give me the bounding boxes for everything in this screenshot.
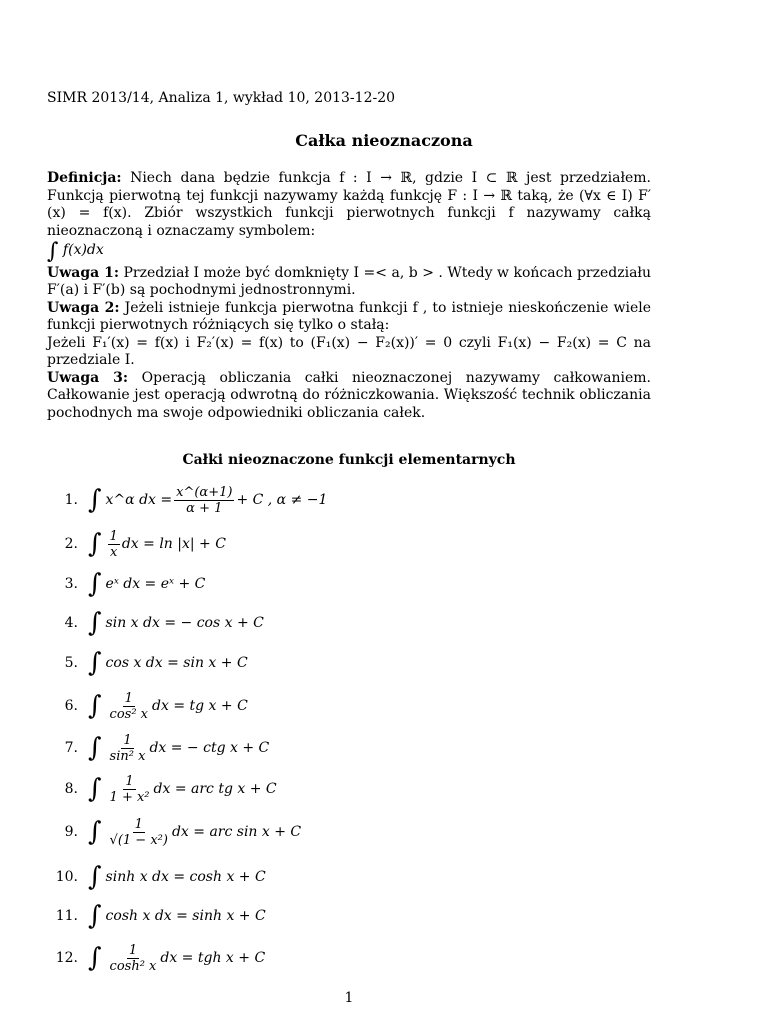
formula-number: 9.: [64, 824, 78, 840]
formula-text: cosh x dx = sinh x + C: [105, 908, 266, 924]
remark-2-text: Jeżeli istnieje funkcja pierwotna funkcji f , to istnieje nieskończenie wiele funkcji pierwotnych różniących się tylko o stałą:: [47, 299, 651, 333]
formula-result: dx = arc sin x + C: [171, 824, 302, 840]
fraction-numerator: 1: [125, 773, 134, 789]
formula-number: 6.: [64, 698, 78, 714]
fraction-numerator: 1: [134, 816, 143, 832]
formula-row: [40, 896, 266, 936]
formula-row: [40, 812, 301, 852]
intro-section: [47, 170, 651, 422]
integral-sign-icon: ∫: [88, 817, 102, 847]
integral-sign-icon: ∫: [88, 943, 102, 973]
fraction-denominator: sin² x: [109, 748, 146, 764]
formula-number: 7.: [64, 740, 78, 756]
formula-result: dx = arc tg x + C: [153, 781, 277, 797]
formula-text: sin x dx = − cos x + C: [105, 615, 264, 631]
formula-number: 4.: [64, 615, 78, 631]
formula-result: + C , α ≠ −1: [236, 492, 328, 508]
formula-number: 11.: [55, 908, 78, 924]
formula-row: [40, 686, 248, 726]
formula-text: eˣ dx = eˣ + C: [105, 576, 206, 592]
fraction-numerator: x^(α+1): [176, 484, 233, 500]
formula-text: sinh x dx = cosh x + C: [105, 869, 266, 885]
formula-row: [40, 769, 277, 809]
fraction-denominator: cosh² x: [109, 958, 157, 974]
formula-row: [40, 857, 266, 897]
formula-row: [40, 603, 264, 643]
remark-2-cont: [47, 335, 651, 370]
remark-3: [47, 370, 651, 423]
formula-fraction: [108, 733, 148, 764]
integral-sign-icon: ∫: [47, 239, 59, 264]
formula-fraction: [108, 943, 159, 974]
remark-1: [47, 265, 651, 300]
fraction-numerator: 1: [124, 690, 133, 706]
fraction-numerator: 1: [128, 942, 138, 958]
formula-row: [40, 564, 205, 604]
integral-sign-icon: ∫: [88, 901, 102, 931]
remark-2-cont-text: Jeżeli F₁′(x) = f(x) i F₂′(x) = f(x) to (F₁(x) − F₂(x))′ = 0 czyli F₁(x) − F₂(x) = C na przedziale I.: [47, 334, 651, 368]
remark-2: [47, 300, 651, 335]
page-number: 1: [344, 990, 354, 1006]
fraction-denominator: √(1 − x²): [109, 832, 168, 848]
formula-fraction: [108, 529, 120, 560]
formula-number: 3.: [64, 576, 78, 592]
remark-2-label: Uwaga 2:: [47, 299, 120, 316]
integral-sign-icon: ∫: [88, 862, 102, 892]
integral-sign-icon: ∫: [88, 648, 102, 678]
fraction-numerator: 1: [123, 732, 132, 748]
formula-number: 12.: [55, 950, 78, 966]
formula-result: dx = ln |x| + C: [121, 536, 226, 552]
integral-sign-icon: ∫: [88, 691, 102, 721]
definition-symbol-text: f(x)dx: [62, 242, 104, 258]
formula-row: [40, 643, 248, 683]
definition-text: Niech dana będzie funkcja f : I → ℝ, gdzie I ⊂ ℝ jest przedziałem. Funkcją pierwotną tej funkcji nazywamy każdą funkcję F : I → ℝ taką, że (∀x ∈ I) F′(x) = f(x). Zbiór wszystkich funkcji pierwotnych funkcji f nazywamy całką nieoznaczoną i oznaczamy symbolem:: [47, 170, 651, 239]
fraction-denominator: x: [110, 544, 118, 560]
integral-sign-icon: ∫: [88, 529, 102, 559]
formula-fraction: [174, 485, 234, 516]
definition-symbol: [47, 239, 651, 264]
remark-3-text: Operacją obliczania całki nieoznaczonej nazywamy całkowaniem. Całkowanie jest operacją odwrotną do różniczkowania. Większość technik obliczania pochodnych ma swoje odpowiedniki obliczania całek.: [47, 369, 651, 421]
definition-label: Definicja:: [47, 170, 122, 186]
formula-result: dx = tg x + C: [152, 698, 248, 714]
page-header: SIMR 2013/14, Analiza 1, wykład 10, 2013-12-20: [47, 90, 396, 106]
integral-sign-icon: ∫: [88, 485, 102, 515]
integral-sign-icon: ∫: [88, 608, 102, 638]
formula-row: [40, 728, 269, 768]
formula-fraction: [108, 817, 170, 848]
formula-number: 2.: [64, 536, 78, 552]
fraction-denominator: cos² x: [109, 706, 149, 722]
definition-paragraph: [47, 170, 651, 240]
formula-fraction: [108, 774, 152, 805]
fraction-denominator: 1 + x²: [109, 789, 150, 805]
fraction-numerator: 1: [109, 528, 118, 544]
fraction-denominator: α + 1: [186, 500, 223, 516]
formula-result: dx = − ctg x + C: [149, 740, 270, 756]
integral-sign-icon: ∫: [88, 733, 102, 763]
formula-number: 10.: [55, 869, 78, 885]
section-subtitle: Całki nieoznaczone funkcji elementarnych: [182, 452, 516, 468]
formula-fraction: [108, 691, 150, 722]
integral-sign-icon: ∫: [88, 774, 102, 804]
formula-result: dx = tgh x + C: [160, 950, 266, 966]
remark-3-label: Uwaga 3:: [47, 369, 129, 386]
formula-number: 8.: [64, 781, 78, 797]
integral-sign-icon: ∫: [88, 569, 102, 599]
formula-number: 1.: [64, 492, 78, 508]
formula-row: [40, 524, 226, 564]
formula-row: [40, 480, 327, 520]
formula-row: [40, 938, 265, 978]
remark-1-label: Uwaga 1:: [47, 264, 120, 281]
formula-text: cos x dx = sin x + C: [105, 655, 248, 671]
page-title: Całka nieoznaczona: [295, 131, 473, 150]
formula-text: x^α dx =: [105, 492, 173, 508]
remark-1-text: Przedział I może być domknięty I =< a, b > . Wtedy w końcach przedziału F′(a) i F′(b) są pochodnymi jednostronnymi.: [47, 264, 651, 298]
formula-number: 5.: [64, 655, 78, 671]
